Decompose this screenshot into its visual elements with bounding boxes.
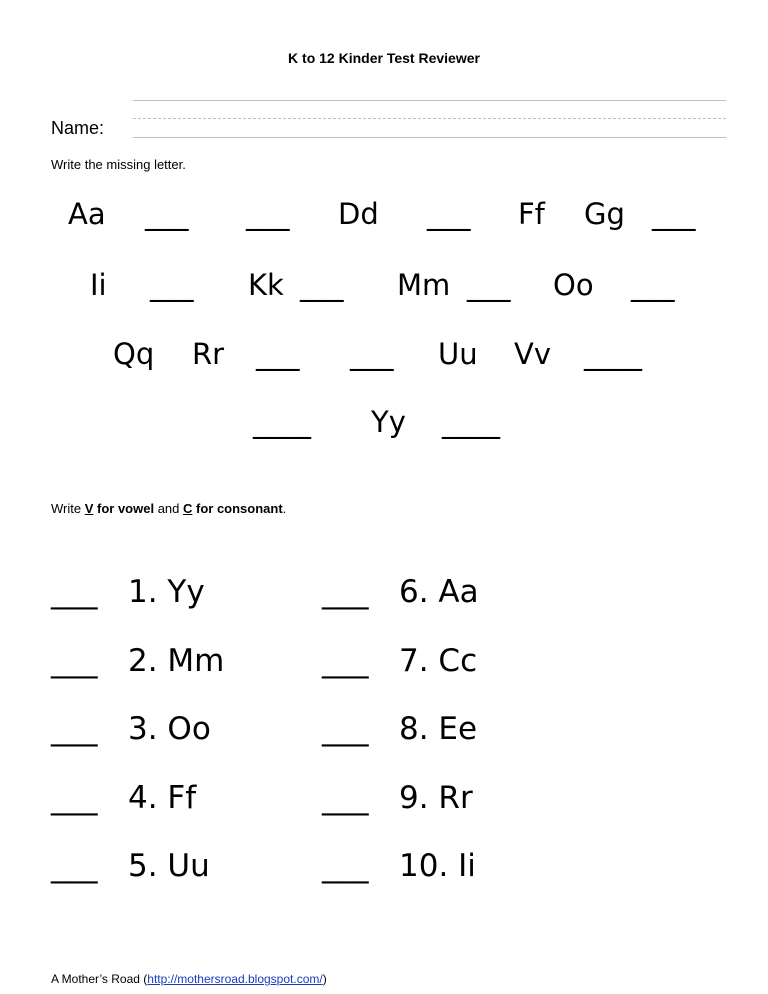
letter-blank: ___ xyxy=(145,197,189,231)
answer-blank: ___ xyxy=(51,848,98,884)
name-line-dashed xyxy=(133,118,726,119)
instr-vowel: for vowel xyxy=(93,501,155,516)
answer-blank: ___ xyxy=(322,848,369,884)
instruction-vowel-consonant xyxy=(51,501,286,516)
footer-prefix: A Mother’s Road ( xyxy=(51,972,148,986)
question-item: 4. Ff xyxy=(128,780,197,816)
instr-v: V xyxy=(84,501,94,516)
letter-cell: Rr xyxy=(192,337,225,371)
letter-cell: Mm xyxy=(397,268,451,302)
letter-cell: Gg xyxy=(584,197,625,231)
answer-blank: ___ xyxy=(51,574,98,610)
question-item: 1. Yy xyxy=(128,574,205,610)
name-line-bottom xyxy=(133,137,726,138)
letter-blank: ___ xyxy=(467,268,511,302)
question-item: 6. Aa xyxy=(399,574,479,610)
letter-cell: Uu xyxy=(438,337,478,371)
answer-blank: ___ xyxy=(322,643,369,679)
letter-cell: Qq xyxy=(113,337,155,371)
instr-consonant: for consonant xyxy=(192,501,283,516)
footer xyxy=(51,972,327,986)
question-item: 9. Rr xyxy=(399,780,473,816)
page-title: K to 12 Kinder Test Reviewer xyxy=(288,50,480,66)
answer-blank: ___ xyxy=(51,711,98,747)
letter-blank: ___ xyxy=(652,197,696,231)
answer-blank: ___ xyxy=(51,780,98,816)
letter-blank: ___ xyxy=(300,268,344,302)
name-label: Name: xyxy=(51,118,105,138)
letter-blank: ___ xyxy=(631,268,675,302)
letter-blank: ____ xyxy=(584,337,642,371)
answer-blank: ___ xyxy=(322,711,369,747)
letter-cell: Yy xyxy=(371,405,406,439)
letter-blank: ____ xyxy=(442,405,500,439)
letter-blank: ___ xyxy=(427,197,471,231)
letter-blank: ___ xyxy=(256,337,300,371)
instr-c: C xyxy=(183,501,193,516)
letter-cell: Vv xyxy=(514,337,552,371)
letter-blank: ____ xyxy=(253,405,311,439)
letter-cell: Ff xyxy=(518,197,545,231)
footer-suffix: ) xyxy=(322,972,327,986)
instruction-missing-letter: Write the missing letter. xyxy=(51,157,186,172)
answer-blank: ___ xyxy=(51,643,98,679)
question-item: 8. Ee xyxy=(399,711,478,747)
question-item: 7. Cc xyxy=(399,643,478,679)
name-line-top xyxy=(133,100,726,101)
instr-text: and xyxy=(154,501,183,516)
question-item: 2. Mm xyxy=(128,643,225,679)
letter-blank: ___ xyxy=(150,268,194,302)
letter-blank: ___ xyxy=(350,337,394,371)
instr-text: Write xyxy=(51,501,85,516)
question-item: 10. Ii xyxy=(399,848,476,884)
footer-link[interactable]: http://mothersroad.blogspot.com/ xyxy=(147,972,323,986)
letter-cell: Dd xyxy=(338,197,379,231)
letter-cell: Ii xyxy=(90,268,107,302)
letter-cell: Aa xyxy=(68,197,106,231)
letter-blank: ___ xyxy=(246,197,290,231)
question-item: 3. Oo xyxy=(128,711,211,747)
answer-blank: ___ xyxy=(322,780,369,816)
instr-text: . xyxy=(282,501,287,516)
letter-cell: Oo xyxy=(553,268,594,302)
letter-cell: Kk xyxy=(248,268,284,302)
answer-blank: ___ xyxy=(322,574,369,610)
question-item: 5. Uu xyxy=(128,848,210,884)
